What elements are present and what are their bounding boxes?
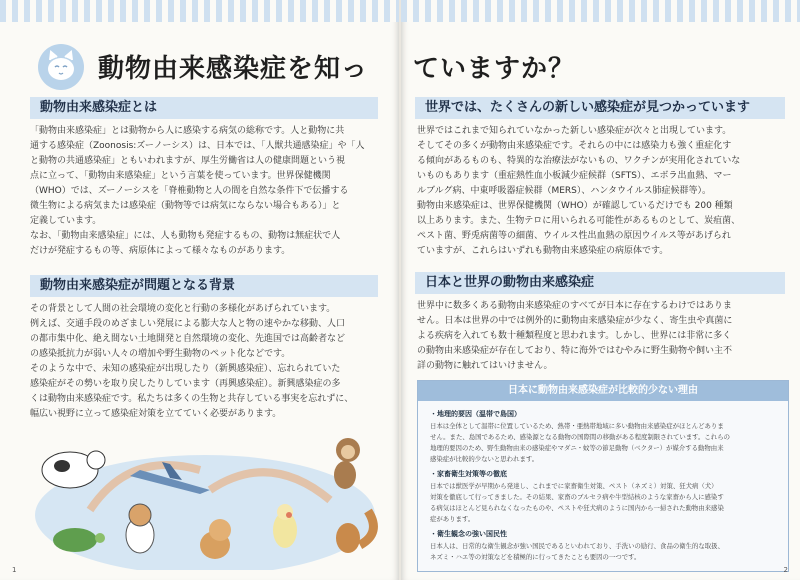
text-line: そしてその多くが動物由来感染症です。それらの中には感染力も強く重症化す bbox=[417, 141, 732, 151]
text-line: 感染症が比較的少ないと思われます。 bbox=[430, 455, 539, 463]
text-line: せん。日本は世界の中では例外的に動物由来感染症が少なく、寄生虫や真菌に bbox=[417, 316, 733, 326]
text-line: 詳の動物に触れてはいけません。 bbox=[417, 361, 553, 371]
reason-title: ・衛生観念の強い国民性 bbox=[430, 530, 507, 538]
text-line: なお、「動物由来感染症」には、人も動物も発症するもの、動物は無症状で人 bbox=[30, 231, 341, 241]
text-line: 通する感染症（Zoonosis:ズーノーシス）は、日本では、「人獣共通感染症」や「人 bbox=[30, 141, 365, 151]
text-line: 症があります。 bbox=[430, 515, 475, 523]
monkey-icon bbox=[334, 438, 360, 489]
right-page bbox=[401, 0, 800, 580]
cat-face-icon bbox=[38, 44, 84, 90]
reason-text bbox=[430, 421, 780, 465]
cat-icon bbox=[126, 504, 154, 553]
section-body-background bbox=[30, 302, 380, 422]
text-line: そのような中で、未知の感染症が出現したり（新興感染症）、忘れられていた bbox=[30, 364, 341, 374]
page-number: 2 bbox=[783, 566, 788, 574]
text-line: 幅広い視野に立って感染症対策を立てていく必要があります。 bbox=[30, 409, 282, 419]
text-line: る傾向があるものも、特異的な治療法がないもの、ワクチンが実用化されていな bbox=[417, 156, 741, 166]
section-body-new-infections bbox=[417, 124, 787, 259]
page-title-left: 動物由来感染症を知っ bbox=[98, 54, 369, 84]
left-page bbox=[0, 0, 399, 580]
text-line: 日本は全体として温帯に位置しているため、熱帯・亜熱帯地域に多い動物由来感染症がほとんどありま bbox=[430, 422, 724, 430]
text-line: 点に立って、「動物由来感染症」という言葉を使っています。世界保健機関 bbox=[30, 171, 331, 181]
text-line: 例えば、交通手段のめざましい発展による膨大な人と物の速やかな移動、人口 bbox=[30, 319, 346, 329]
section-body-what-is bbox=[30, 124, 380, 259]
text-line: その背景として人間の社会環境の変化と行動の多様化があげられています。 bbox=[30, 304, 336, 314]
reason-text bbox=[430, 541, 780, 563]
page-number: 1 bbox=[12, 566, 17, 574]
section-heading-background: 動物由来感染症が問題となる背景 bbox=[30, 275, 378, 297]
text-line: 対策を徹底して行ってきました。その結果、家畜のブルセラ病や牛型結核のような家畜から人に感染す bbox=[430, 493, 724, 501]
animals-world-illustration bbox=[30, 420, 380, 570]
text-line: 地理的要因のため、野生動物由来の感染症やマダニ・蚊等の節足動物（ベクター）が媒介する動物由来 bbox=[430, 444, 724, 452]
text-line: 微生物による病気または感染症（動物等では病気にならない場合もある）」と bbox=[30, 201, 341, 211]
section-heading-new-infections: 世界では、たくさんの新しい感染症が見つかっています bbox=[415, 97, 785, 119]
text-line: 世界中に数多くある動物由来感染症のすべてが日本に存在するわけではありま bbox=[417, 301, 732, 311]
section-heading-what-is: 動物由来感染症とは bbox=[30, 97, 378, 119]
text-line: ルブルグ病、中東呼吸器症候群（MERS）、ハンタウイルス肺症候群等）。 bbox=[417, 186, 711, 196]
page-title-right: ていますか？ bbox=[413, 54, 576, 84]
reasons-box bbox=[417, 380, 789, 572]
text-line: （WHO）では、ズーノーシスを「脊椎動物と人の間を自然な条件下で伝播する bbox=[30, 186, 349, 196]
section-body-japan-world bbox=[417, 299, 787, 374]
top-stripe-decoration bbox=[0, 0, 399, 22]
text-line: 以上あります。また、生物テロに用いられる可能性があるものとして、炭疽菌、 bbox=[417, 216, 741, 226]
text-line: の都市集中化、絶え間ない土地開発と自然環境の変化、先進国では高齢者など bbox=[30, 334, 346, 344]
text-line: くは動物由来感染症です。私たちは多くの生物と共存している事実を忘れずに、 bbox=[30, 394, 354, 404]
text-line: よる疾病を入れても数十種類程度と思われます。しかし、世界には非常に多く bbox=[417, 331, 732, 341]
text-line: ていますが、これらはいずれも動物由来感染症の病原体です。 bbox=[417, 246, 669, 256]
text-line: 「動物由来感染症」とは動物から人に感染する病気の総称です。人と動物に共 bbox=[30, 126, 345, 136]
text-line: と動物の共通感染症」ともいわれますが、厚生労働省は人の健康問題という視 bbox=[30, 156, 346, 166]
reason-text bbox=[430, 481, 780, 525]
section-heading-japan-world: 日本と世界の動物由来感染症 bbox=[415, 272, 785, 294]
text-line: の動物由来感染症が存在しており、特に海外ではむやみに野生動物や飼い主不 bbox=[417, 346, 733, 356]
text-line: だけが発症するもの等、病原体によって様々なものがあります。 bbox=[30, 246, 291, 256]
text-line: 定義しています。 bbox=[30, 216, 102, 226]
text-line: の感染抵抗力が弱い人々の増加や野生動物のペット化などです。 bbox=[30, 349, 291, 359]
reason-title: ・家畜衛生対策等の徹底 bbox=[430, 470, 507, 478]
text-line: ペスト菌、野兎病菌等の細菌、ウイルス性出血熱の原因ウイルス等があげられ bbox=[417, 231, 731, 241]
text-line: いものもあります（重症熱性血小板減少症候群（SFTS）、エボラ出血熱、マー bbox=[417, 171, 732, 181]
text-line: 世界ではこれまで知られていなかった新しい感染症が次々と出現しています。 bbox=[417, 126, 732, 136]
text-line: 感染症がその勢いを取り戻したりしています（再興感染症）。新興感染症の多 bbox=[30, 379, 341, 389]
reason-title: ・地理的要因（温帯で島国） bbox=[430, 410, 521, 418]
top-stripe-decoration bbox=[401, 0, 800, 22]
reasons-box-heading: 日本に動物由来感染症が比較的少ない理由 bbox=[418, 381, 788, 401]
text-line: ネズミ・ハエ等の対策などを積極的に行ってきたことも要因の一つです。 bbox=[430, 553, 641, 561]
text-line: 日本では獣医学が早期から発達し、これまでに家畜衛生対策、ペスト（ネズミ）対策、狂犬病（犬） bbox=[430, 482, 718, 490]
text-line: 動物由来感染症は、世界保健機関（WHO）が確認しているだけでも 200 種類 bbox=[417, 201, 733, 211]
text-line: 日本人は、日常的な衛生観念が強い国民であるといわれており、手洗いの励行、食品の衛生的な取扱、 bbox=[430, 542, 724, 550]
text-line: せん。また、島国であるため、感染源となる動物の国際間の移動がある程度制限されています。これらの bbox=[430, 433, 730, 441]
text-line: る病気はほとんど見られなくなったものや、ペストや狂犬病のように国内から一掃された動物由来感染 bbox=[430, 504, 724, 512]
